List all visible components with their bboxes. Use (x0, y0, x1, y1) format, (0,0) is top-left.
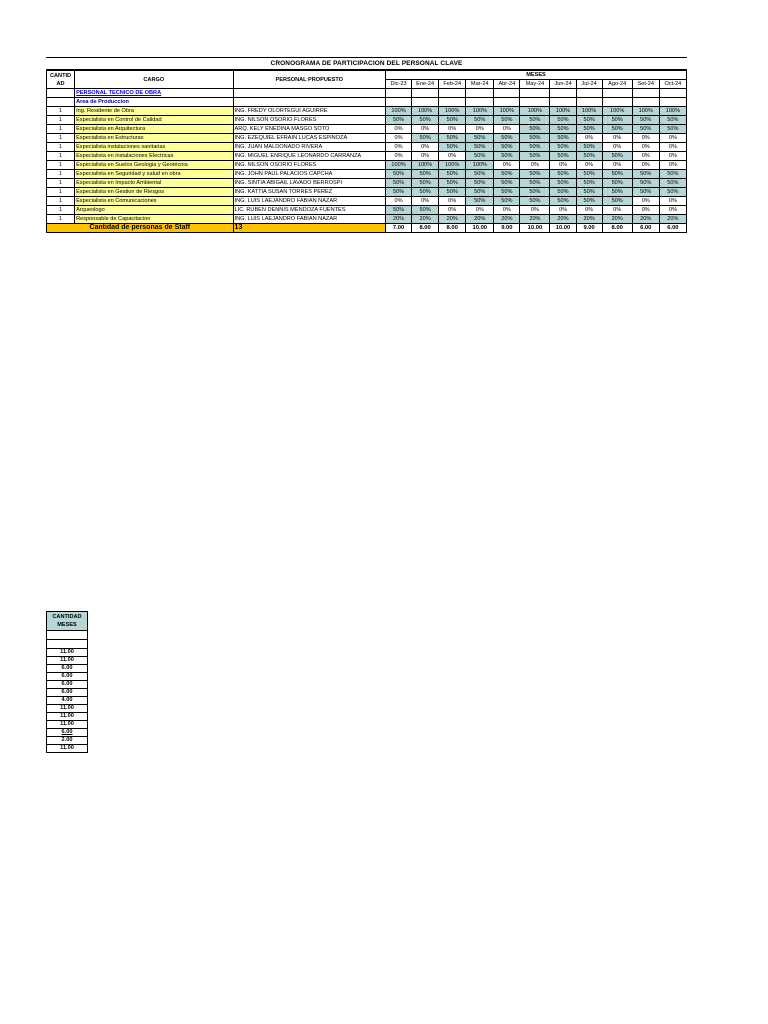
row-percent: 0% (439, 125, 466, 134)
side-value: 6.00 (47, 681, 88, 689)
row-percent: 0% (602, 206, 632, 215)
row-percent: 50% (439, 179, 466, 188)
row-count: 1 (47, 215, 75, 224)
row-percent: 50% (576, 152, 602, 161)
row-percent: 50% (550, 116, 576, 125)
row-percent: 0% (632, 206, 659, 215)
blank-cell (520, 98, 550, 107)
row-percent: 50% (412, 206, 439, 215)
row-percent: 50% (576, 197, 602, 206)
row-percent: 50% (439, 116, 466, 125)
side-row (47, 737, 88, 745)
months-count-panel (46, 601, 88, 753)
row-percent: 0% (466, 125, 494, 134)
row-percent: 50% (494, 143, 520, 152)
staff-row (47, 170, 687, 179)
row-personal: ING. FREDY OLORTEGUI AGUIRRE (233, 107, 385, 116)
row-percent: 50% (412, 116, 439, 125)
row-personal: ING. NILSON OSORIO FLORES (233, 161, 385, 170)
row-percent: 50% (602, 179, 632, 188)
row-personal: LIC. RUBEN DENNIS MENDOZA FUENTES (233, 206, 385, 215)
row-percent: 0% (659, 134, 686, 143)
row-cargo: Especialista en Control de Calidad (75, 116, 233, 125)
schedule-table (46, 70, 687, 233)
row-percent: 20% (659, 215, 686, 224)
side-value: 6.00 (47, 673, 88, 681)
row-percent: 50% (520, 188, 550, 197)
row-percent: 50% (602, 197, 632, 206)
month-header: Ago-24 (602, 80, 632, 89)
row-percent: 50% (632, 170, 659, 179)
row-percent: 50% (576, 170, 602, 179)
row-percent: 50% (386, 188, 412, 197)
row-percent: 50% (576, 188, 602, 197)
row-percent: 0% (386, 125, 412, 134)
side-value: 2.00 (47, 737, 88, 745)
row-percent: 50% (602, 170, 632, 179)
row-percent: 0% (412, 197, 439, 206)
side-row (47, 681, 88, 689)
row-count: 1 (47, 188, 75, 197)
side-value: 11.00 (47, 713, 88, 721)
blank-cell (494, 98, 520, 107)
row-percent: 50% (632, 179, 659, 188)
row-personal: ING. KATTIA SUSAN TORRES PEREZ (233, 188, 385, 197)
total-value: 10.00 (466, 224, 494, 233)
row-percent: 50% (494, 188, 520, 197)
row-percent: 20% (439, 215, 466, 224)
side-header-row (47, 612, 88, 631)
row-percent: 50% (520, 143, 550, 152)
row-count: 1 (47, 206, 75, 215)
month-header: May-24 (520, 80, 550, 89)
row-percent: 0% (632, 197, 659, 206)
row-percent: 50% (602, 152, 632, 161)
row-personal: ING. LUIS LAEJANDRO FABIAN NAZAR (233, 215, 385, 224)
total-value: 10.00 (520, 224, 550, 233)
row-percent: 50% (576, 143, 602, 152)
row-percent: 0% (494, 125, 520, 134)
side-header: CANTIDAD MESES (47, 612, 88, 631)
staff-row (47, 161, 687, 170)
month-header: Feb-24 (439, 80, 466, 89)
row-count: 1 (47, 107, 75, 116)
row-percent: 50% (602, 116, 632, 125)
blank-cell (576, 89, 602, 98)
row-percent: 50% (386, 206, 412, 215)
row-percent: 50% (550, 125, 576, 134)
total-value: 9.00 (494, 224, 520, 233)
schedule-sheet (46, 57, 687, 233)
row-percent: 20% (520, 215, 550, 224)
side-row (47, 697, 88, 705)
blank-cell (386, 98, 412, 107)
row-count: 1 (47, 197, 75, 206)
row-percent: 0% (550, 206, 576, 215)
row-percent: 0% (520, 161, 550, 170)
blank-cell (602, 89, 632, 98)
row-percent: 0% (494, 161, 520, 170)
row-percent: 50% (466, 152, 494, 161)
total-value: 8.00 (439, 224, 466, 233)
total-count: 13 (233, 224, 385, 233)
blank-cell (602, 98, 632, 107)
side-row (47, 729, 88, 737)
row-percent: 100% (386, 161, 412, 170)
row-percent: 50% (550, 179, 576, 188)
section-link[interactable]: PERSONAL TECNICO DE OBRA (75, 89, 233, 98)
header-meses: MESES (386, 71, 687, 80)
row-percent: 0% (659, 143, 686, 152)
row-percent: 20% (632, 215, 659, 224)
side-row (47, 673, 88, 681)
row-percent: 50% (659, 188, 686, 197)
blank-cell (412, 89, 439, 98)
total-value: 7.00 (386, 224, 412, 233)
blank-cell (494, 89, 520, 98)
row-percent: 50% (386, 116, 412, 125)
side-value: 6.00 (47, 665, 88, 673)
header-row (47, 71, 687, 80)
total-row (47, 224, 687, 233)
row-percent: 20% (602, 215, 632, 224)
row-percent: 50% (412, 188, 439, 197)
row-percent: 100% (439, 161, 466, 170)
row-percent: 0% (659, 197, 686, 206)
month-header: Mar-24 (466, 80, 494, 89)
side-row (47, 721, 88, 729)
row-percent: 50% (494, 152, 520, 161)
sheet-title: CRONOGRAMA DE PARTICIPACION DEL PERSONAL CLAVE (46, 57, 687, 70)
row-percent: 50% (632, 116, 659, 125)
row-percent: 20% (386, 215, 412, 224)
month-header: Ene-24 (412, 80, 439, 89)
row-count: 1 (47, 125, 75, 134)
staff-row (47, 116, 687, 125)
row-percent: 50% (494, 170, 520, 179)
row-percent: 20% (576, 215, 602, 224)
blank-cell (659, 89, 686, 98)
staff-row (47, 134, 687, 143)
total-value: 8.00 (412, 224, 439, 233)
side-value: 6.00 (47, 689, 88, 697)
row-percent: 0% (602, 134, 632, 143)
blank-cell (550, 98, 576, 107)
row-percent: 0% (386, 152, 412, 161)
blank-cell (439, 98, 466, 107)
row-percent: 50% (466, 179, 494, 188)
row-personal: ING. JOHN PAUL PALACIOS CAPCHA (233, 170, 385, 179)
row-percent: 50% (494, 134, 520, 143)
row-count: 1 (47, 134, 75, 143)
blank-cell (47, 601, 88, 612)
row-percent: 0% (386, 197, 412, 206)
blank-cell (550, 89, 576, 98)
side-row (47, 665, 88, 673)
side-row (47, 713, 88, 721)
row-percent: 100% (466, 161, 494, 170)
staff-row (47, 152, 687, 161)
row-percent: 50% (412, 134, 439, 143)
row-percent: 0% (659, 161, 686, 170)
row-percent: 50% (520, 134, 550, 143)
row-percent: 0% (576, 134, 602, 143)
staff-row (47, 143, 687, 152)
row-percent: 50% (412, 170, 439, 179)
row-personal: ING. JUAN MALDONADO RIVERA (233, 143, 385, 152)
row-personal: ING. NILSON OSORIO FLORES (233, 116, 385, 125)
row-count: 1 (47, 170, 75, 179)
blank-cell (659, 98, 686, 107)
row-percent: 100% (412, 107, 439, 116)
blank-cell (233, 89, 385, 98)
row-percent: 0% (386, 134, 412, 143)
row-cargo: Especialista en Estructuras (75, 134, 233, 143)
row-percent: 50% (602, 188, 632, 197)
total-value: 8.00 (602, 224, 632, 233)
blank-cell (47, 631, 88, 640)
row-percent: 50% (466, 134, 494, 143)
row-percent: 0% (632, 161, 659, 170)
row-percent: 50% (520, 125, 550, 134)
subsection-title: Area de Produccion (75, 98, 233, 107)
row-cargo: Arqueologo (75, 206, 233, 215)
blank-cell (386, 89, 412, 98)
header-cantidad: CANTID AD (47, 71, 75, 89)
row-count: 1 (47, 179, 75, 188)
total-value: 6.00 (659, 224, 686, 233)
row-percent: 50% (659, 179, 686, 188)
row-cargo: Especialista en Suelos Geologia y Geotécnia (75, 161, 233, 170)
row-percent: 100% (632, 107, 659, 116)
row-percent: 0% (412, 143, 439, 152)
month-header: Jun-24 (550, 80, 576, 89)
row-percent: 50% (550, 143, 576, 152)
row-percent: 50% (576, 179, 602, 188)
side-value: 11.00 (47, 721, 88, 729)
staff-row (47, 107, 687, 116)
row-percent: 0% (550, 161, 576, 170)
row-percent: 50% (439, 143, 466, 152)
row-percent: 50% (576, 125, 602, 134)
side-blank-row (47, 631, 88, 640)
row-percent: 50% (520, 197, 550, 206)
row-percent: 50% (520, 170, 550, 179)
blank-cell (576, 98, 602, 107)
side-value: 11.00 (47, 745, 88, 753)
row-percent: 50% (494, 179, 520, 188)
side-row (47, 689, 88, 697)
row-percent: 50% (550, 152, 576, 161)
row-percent: 50% (494, 116, 520, 125)
row-percent: 100% (386, 107, 412, 116)
row-percent: 50% (412, 179, 439, 188)
row-percent: 50% (494, 197, 520, 206)
month-header: Oct-24 (659, 80, 686, 89)
row-percent: 50% (466, 197, 494, 206)
row-percent: 50% (439, 170, 466, 179)
month-header: Set-24 (632, 80, 659, 89)
side-value: 11.00 (47, 705, 88, 713)
row-percent: 50% (520, 179, 550, 188)
row-cargo: Especialista en Gestion de Riesgos (75, 188, 233, 197)
row-percent: 50% (550, 134, 576, 143)
blank-cell (466, 89, 494, 98)
row-percent: 50% (659, 116, 686, 125)
blank-cell (632, 98, 659, 107)
row-percent: 100% (576, 107, 602, 116)
row-percent: 50% (466, 143, 494, 152)
row-percent: 0% (412, 125, 439, 134)
side-value: 4.00 (47, 697, 88, 705)
blank-cell (47, 640, 88, 649)
staff-row (47, 197, 687, 206)
row-percent: 50% (550, 170, 576, 179)
row-percent: 0% (659, 206, 686, 215)
row-percent: 0% (632, 134, 659, 143)
header-personal: PERSONAL PROPUESTO (233, 71, 385, 89)
row-cargo: Especialista en Arquitectura (75, 125, 233, 134)
row-percent: 50% (659, 125, 686, 134)
row-personal: ING. MIGUEL ENRIQUE LEONARDO CARRANZA (233, 152, 385, 161)
row-percent: 20% (550, 215, 576, 224)
section-row (47, 89, 687, 98)
blank-cell (47, 98, 75, 107)
side-blank-row (47, 640, 88, 649)
month-header: Abr-24 (494, 80, 520, 89)
blank-cell (520, 89, 550, 98)
row-cargo: Ing. Residente de Obra (75, 107, 233, 116)
staff-row (47, 206, 687, 215)
row-percent: 0% (602, 143, 632, 152)
row-percent: 50% (550, 197, 576, 206)
row-count: 1 (47, 143, 75, 152)
row-percent: 100% (494, 107, 520, 116)
row-percent: 0% (439, 206, 466, 215)
row-percent: 50% (386, 170, 412, 179)
row-personal: ING. SINTIA ABIGAIL LAVADO BERROSPI (233, 179, 385, 188)
row-personal: ING. EZEQUIEL EFRAIN LUCAS ESPINOZA (233, 134, 385, 143)
row-percent: 0% (576, 206, 602, 215)
row-percent: 50% (386, 179, 412, 188)
row-percent: 0% (466, 206, 494, 215)
blank-cell (632, 89, 659, 98)
row-percent: 100% (412, 161, 439, 170)
row-percent: 20% (466, 215, 494, 224)
total-value: 9.00 (576, 224, 602, 233)
total-value: 6.00 (632, 224, 659, 233)
row-percent: 20% (494, 215, 520, 224)
staff-row (47, 125, 687, 134)
blank-cell (47, 89, 75, 98)
staff-row (47, 179, 687, 188)
row-percent: 0% (632, 143, 659, 152)
row-percent: 20% (412, 215, 439, 224)
months-count-table (46, 601, 88, 753)
row-percent: 50% (466, 116, 494, 125)
side-blank-row (47, 601, 88, 612)
subsection-row (47, 98, 687, 107)
row-percent: 0% (520, 206, 550, 215)
row-percent: 50% (439, 188, 466, 197)
blank-cell (439, 89, 466, 98)
side-row (47, 649, 88, 657)
row-percent: 0% (632, 152, 659, 161)
row-percent: 100% (602, 107, 632, 116)
row-count: 1 (47, 116, 75, 125)
side-row (47, 657, 88, 665)
row-cargo: Especialista en instalaciones Electricas (75, 152, 233, 161)
blank-cell (233, 98, 385, 107)
row-cargo: Especialista en Seguridad y salud en obra (75, 170, 233, 179)
row-percent: 0% (576, 161, 602, 170)
row-personal: ARQ. KELY ENEDINA MASGO SOTO (233, 125, 385, 134)
row-percent: 50% (439, 134, 466, 143)
row-personal: ING. LUIS LAEJANDRO FABIAN NAZAR (233, 197, 385, 206)
row-cargo: Especialista en Comunicaciones (75, 197, 233, 206)
row-percent: 50% (520, 152, 550, 161)
row-count: 1 (47, 152, 75, 161)
row-cargo: Especialista instalaciones sanitarias (75, 143, 233, 152)
blank-cell (466, 98, 494, 107)
side-value: 11.00 (47, 657, 88, 665)
row-percent: 50% (520, 116, 550, 125)
row-percent: 50% (632, 188, 659, 197)
month-header: Dic-23 (386, 80, 412, 89)
row-percent: 50% (602, 125, 632, 134)
staff-row (47, 215, 687, 224)
row-percent: 0% (386, 143, 412, 152)
total-value: 10.00 (550, 224, 576, 233)
side-value: 11.00 (47, 649, 88, 657)
row-percent: 50% (466, 188, 494, 197)
total-label: Cantidad de personas de Staff (47, 224, 234, 233)
row-percent: 0% (412, 152, 439, 161)
row-cargo: Responsable de Capacitacion (75, 215, 233, 224)
side-row (47, 705, 88, 713)
row-percent: 50% (576, 116, 602, 125)
row-percent: 50% (466, 170, 494, 179)
header-cargo: CARGO (75, 71, 233, 89)
row-percent: 50% (632, 125, 659, 134)
side-value: 6.00 (47, 729, 88, 737)
row-percent: 0% (602, 161, 632, 170)
row-percent: 0% (494, 206, 520, 215)
row-percent: 50% (550, 188, 576, 197)
row-percent: 50% (659, 170, 686, 179)
row-percent: 100% (466, 107, 494, 116)
staff-row (47, 188, 687, 197)
blank-cell (412, 98, 439, 107)
row-percent: 0% (439, 152, 466, 161)
row-percent: 100% (550, 107, 576, 116)
row-percent: 0% (659, 152, 686, 161)
row-cargo: Especialista en Impacto Ambiental (75, 179, 233, 188)
row-percent: 100% (439, 107, 466, 116)
row-percent: 0% (439, 197, 466, 206)
row-percent: 100% (659, 107, 686, 116)
row-count: 1 (47, 161, 75, 170)
side-row (47, 745, 88, 753)
row-percent: 100% (520, 107, 550, 116)
month-header: Jul-24 (576, 80, 602, 89)
